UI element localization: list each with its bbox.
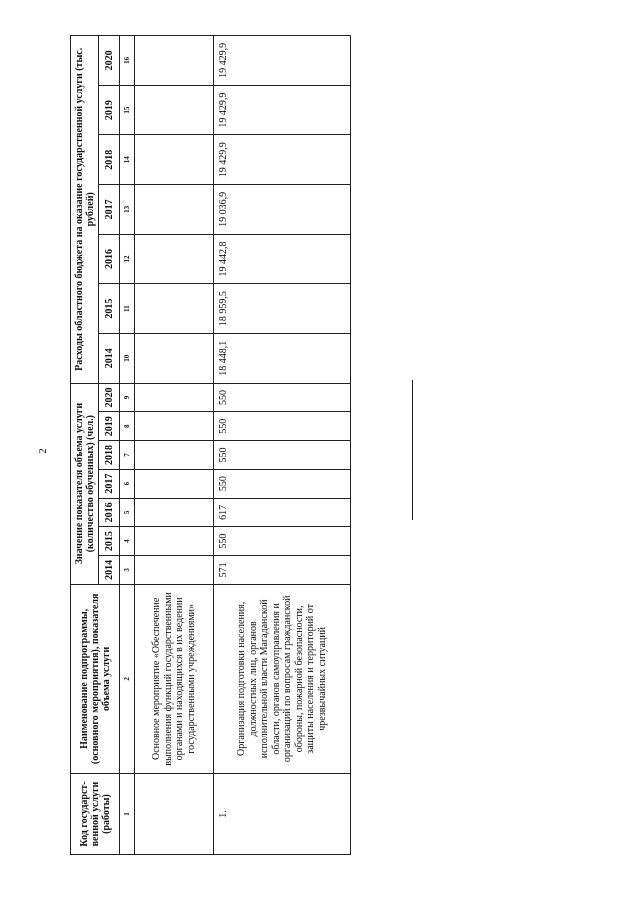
- page-number: 2: [37, 448, 49, 454]
- column-number: 3: [120, 555, 135, 584]
- count-cell: 550: [214, 383, 351, 412]
- header-expense-year: 2019: [99, 85, 120, 135]
- table-row: [214, 36, 351, 855]
- header-count-year: 2014: [99, 555, 120, 584]
- count-cell: 550: [214, 441, 351, 470]
- header-expense-year: 2014: [99, 333, 120, 383]
- column-number: 9: [120, 383, 135, 412]
- count-cell: [135, 383, 214, 412]
- expense-cell: 18 959,5: [214, 284, 351, 334]
- separator-line: [412, 380, 413, 520]
- header-count-group: Значение показателя объема услуги (количество обученных) (чел.): [71, 383, 99, 584]
- header-count-year: 2020: [99, 383, 120, 412]
- row-name: Организация подготовки населения, должностных лиц, органов исполнительной власти Магаданской области, органов самоуправления и организаций по вопросам гражданской обороны, пожарной безопасности, защиты населения и территорий от чрезвычайных ситуаций: [214, 584, 351, 773]
- budget-table: [70, 35, 351, 855]
- expense-cell: [135, 135, 214, 185]
- expense-cell: [135, 234, 214, 284]
- column-number: 13: [120, 185, 135, 235]
- header-expense-year: 2015: [99, 284, 120, 334]
- expense-cell: 19 442,8: [214, 234, 351, 284]
- header-expense-year: 2020: [99, 36, 120, 86]
- header-expense-group: Расходы областного бюджета на оказание государственной услуги (тыс. рублей): [71, 36, 99, 384]
- header-code: Код государст-венной услуги (работы): [71, 774, 120, 855]
- column-number: 14: [120, 135, 135, 185]
- count-cell: [135, 555, 214, 584]
- column-number: 5: [120, 498, 135, 527]
- expense-cell: 19 429,9: [214, 85, 351, 135]
- expense-cell: [135, 333, 214, 383]
- count-cell: 550: [214, 527, 351, 556]
- row-code: [135, 774, 214, 855]
- header-expense-year: 2017: [99, 185, 120, 235]
- column-number: 10: [120, 333, 135, 383]
- header-expense-year: 2016: [99, 234, 120, 284]
- column-number: 6: [120, 469, 135, 498]
- row-name: Основное мероприятие «Обеспечение выполнения функций государственными органами и находящихся в их ведении государственными учреждениями»: [135, 584, 214, 773]
- expense-cell: 18 448,1: [214, 333, 351, 383]
- count-cell: [135, 412, 214, 441]
- count-cell: 550: [214, 412, 351, 441]
- count-cell: [135, 469, 214, 498]
- count-cell: 571: [214, 555, 351, 584]
- column-number: 1: [120, 774, 135, 855]
- expense-cell: [135, 85, 214, 135]
- column-number: 15: [120, 85, 135, 135]
- expense-cell: 19 036,9: [214, 185, 351, 235]
- column-number: 4: [120, 527, 135, 556]
- expense-cell: 19 429,9: [214, 135, 351, 185]
- row-code: 1.: [214, 774, 351, 855]
- header-count-year: 2018: [99, 441, 120, 470]
- column-number: 7: [120, 441, 135, 470]
- column-number: 8: [120, 412, 135, 441]
- expense-cell: 19 429,9: [214, 36, 351, 86]
- expense-cell: [135, 284, 214, 334]
- count-cell: [135, 441, 214, 470]
- header-name: Наименование подпрограммы, (основного мероприятия), показателя объема услуги: [71, 584, 120, 773]
- expense-cell: [135, 185, 214, 235]
- column-number: 11: [120, 284, 135, 334]
- header-count-year: 2017: [99, 469, 120, 498]
- table-row: [135, 36, 214, 855]
- count-cell: [135, 498, 214, 527]
- column-number: 16: [120, 36, 135, 86]
- header-count-year: 2019: [99, 412, 120, 441]
- column-number: 12: [120, 234, 135, 284]
- count-cell: 550: [214, 469, 351, 498]
- header-count-year: 2016: [99, 498, 120, 527]
- count-cell: 617: [214, 498, 351, 527]
- column-number: 2: [120, 584, 135, 773]
- header-expense-year: 2018: [99, 135, 120, 185]
- header-count-year: 2015: [99, 527, 120, 556]
- count-cell: [135, 527, 214, 556]
- expense-cell: [135, 36, 214, 86]
- budget-table-rotated: [70, 35, 360, 855]
